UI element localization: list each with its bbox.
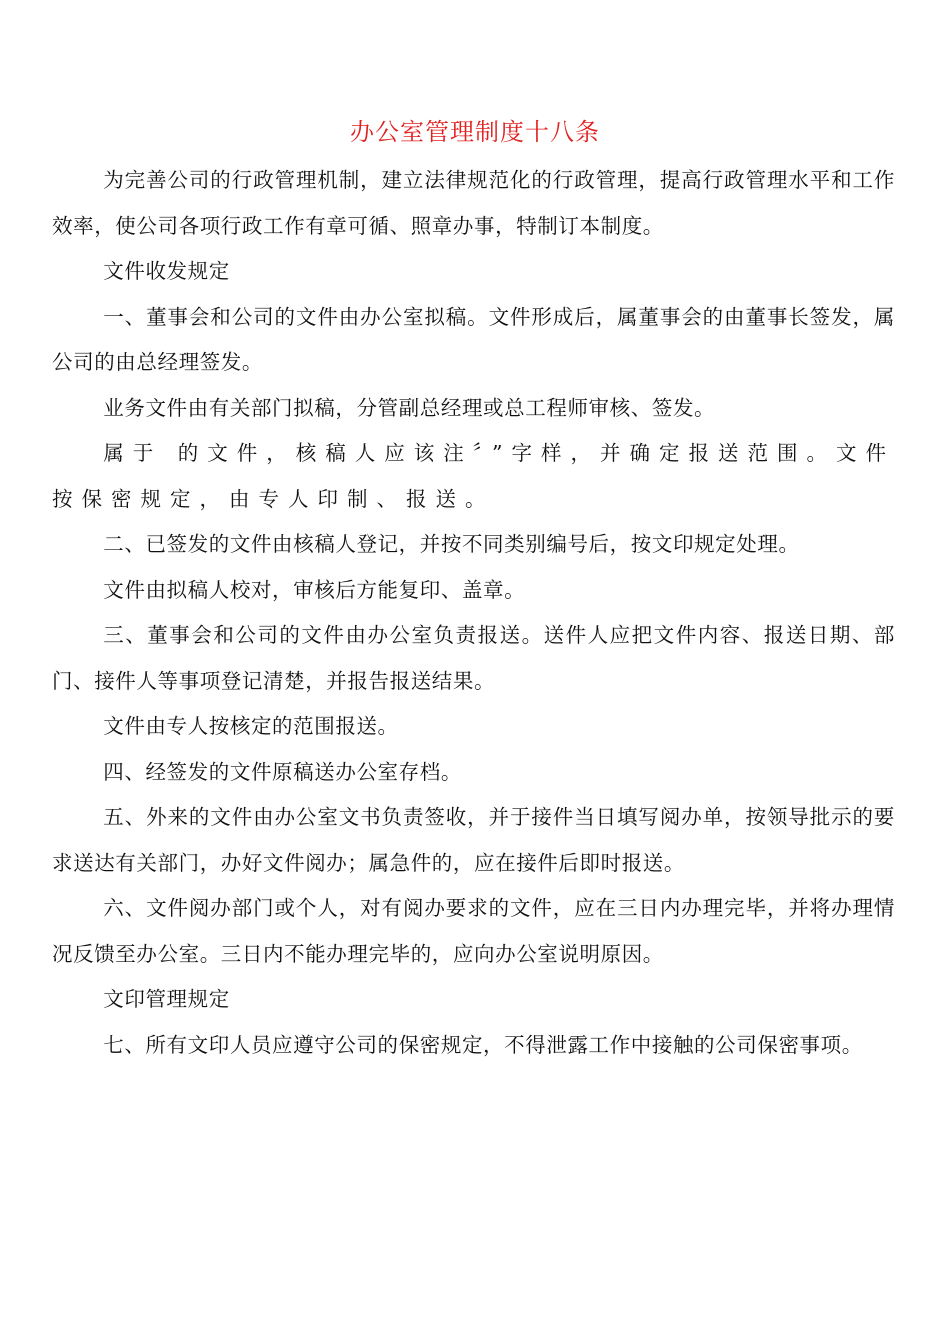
section-heading-printing: 文印管理规定 (103, 987, 230, 1011)
paragraph-rule-7: 七、所有文印人员应遵守公司的保密规定，不得泄露工作中接触的公司保密事项。 (103, 1032, 863, 1057)
paragraph-intro: 为完善公司的行政管理机制，建立法律规范化的行政管理，提高行政管理水平和工作效率，使公司各项行政工作有章可循、照章办事，特制订本制度。 (52, 168, 895, 238)
paragraph-rule-3: 三、董事会和公司的文件由办公室负责报送。送件人应把文件内容、报送日期、部门、接件人等事项登记清楚，并报告报送结果。 (52, 623, 895, 693)
document-body (52, 158, 895, 1068)
paragraph-rule-5: 五、外来的文件由办公室文书负责签收，并于接件当日填写阅办单，按领导批示的要求送达有关部门，办好文件阅办；属急件的，应在接件后即时报送。 (52, 805, 895, 875)
paragraph-rule-2: 二、已签发的文件由核稿人登记，并按不同类别编号后，按文印规定处理。 (103, 532, 800, 556)
paragraph-rule-4: 四、经签发的文件原稿送办公室存档。 (103, 759, 462, 784)
paragraph-rule-6: 六、文件阅办部门或个人，对有阅办要求的文件，应在三日内办理完毕，并将办理情况反馈至办公室。三日内不能办理完毕的，应向办公室说明原因。 (52, 896, 895, 966)
document-title: 办公室管理制度十八条 (350, 118, 600, 146)
section-heading-file-handling: 文件收发规定 (103, 259, 230, 283)
paragraph-business-files: 业务文件由有关部门拟稿，分管副总经理或总工程师审核、签发。 (103, 395, 716, 420)
paragraph-rule-1: 一、董事会和公司的文件由办公室拟稿。文件形成后，属董事会的由董事长签发，属公司的由总经理签发。 (52, 304, 895, 374)
paragraph-confidential-files: 属于 的文件，核稿人应该注〞”字样，并确定报送范围。文件按保密规定，由专人印制、报送。 (52, 441, 895, 511)
paragraph-proofreading: 文件由拟稿人校对，审核后方能复印、盖章。 (103, 577, 526, 602)
paragraph-delivery-scope: 文件由专人按核定的范围报送。 (103, 714, 399, 738)
